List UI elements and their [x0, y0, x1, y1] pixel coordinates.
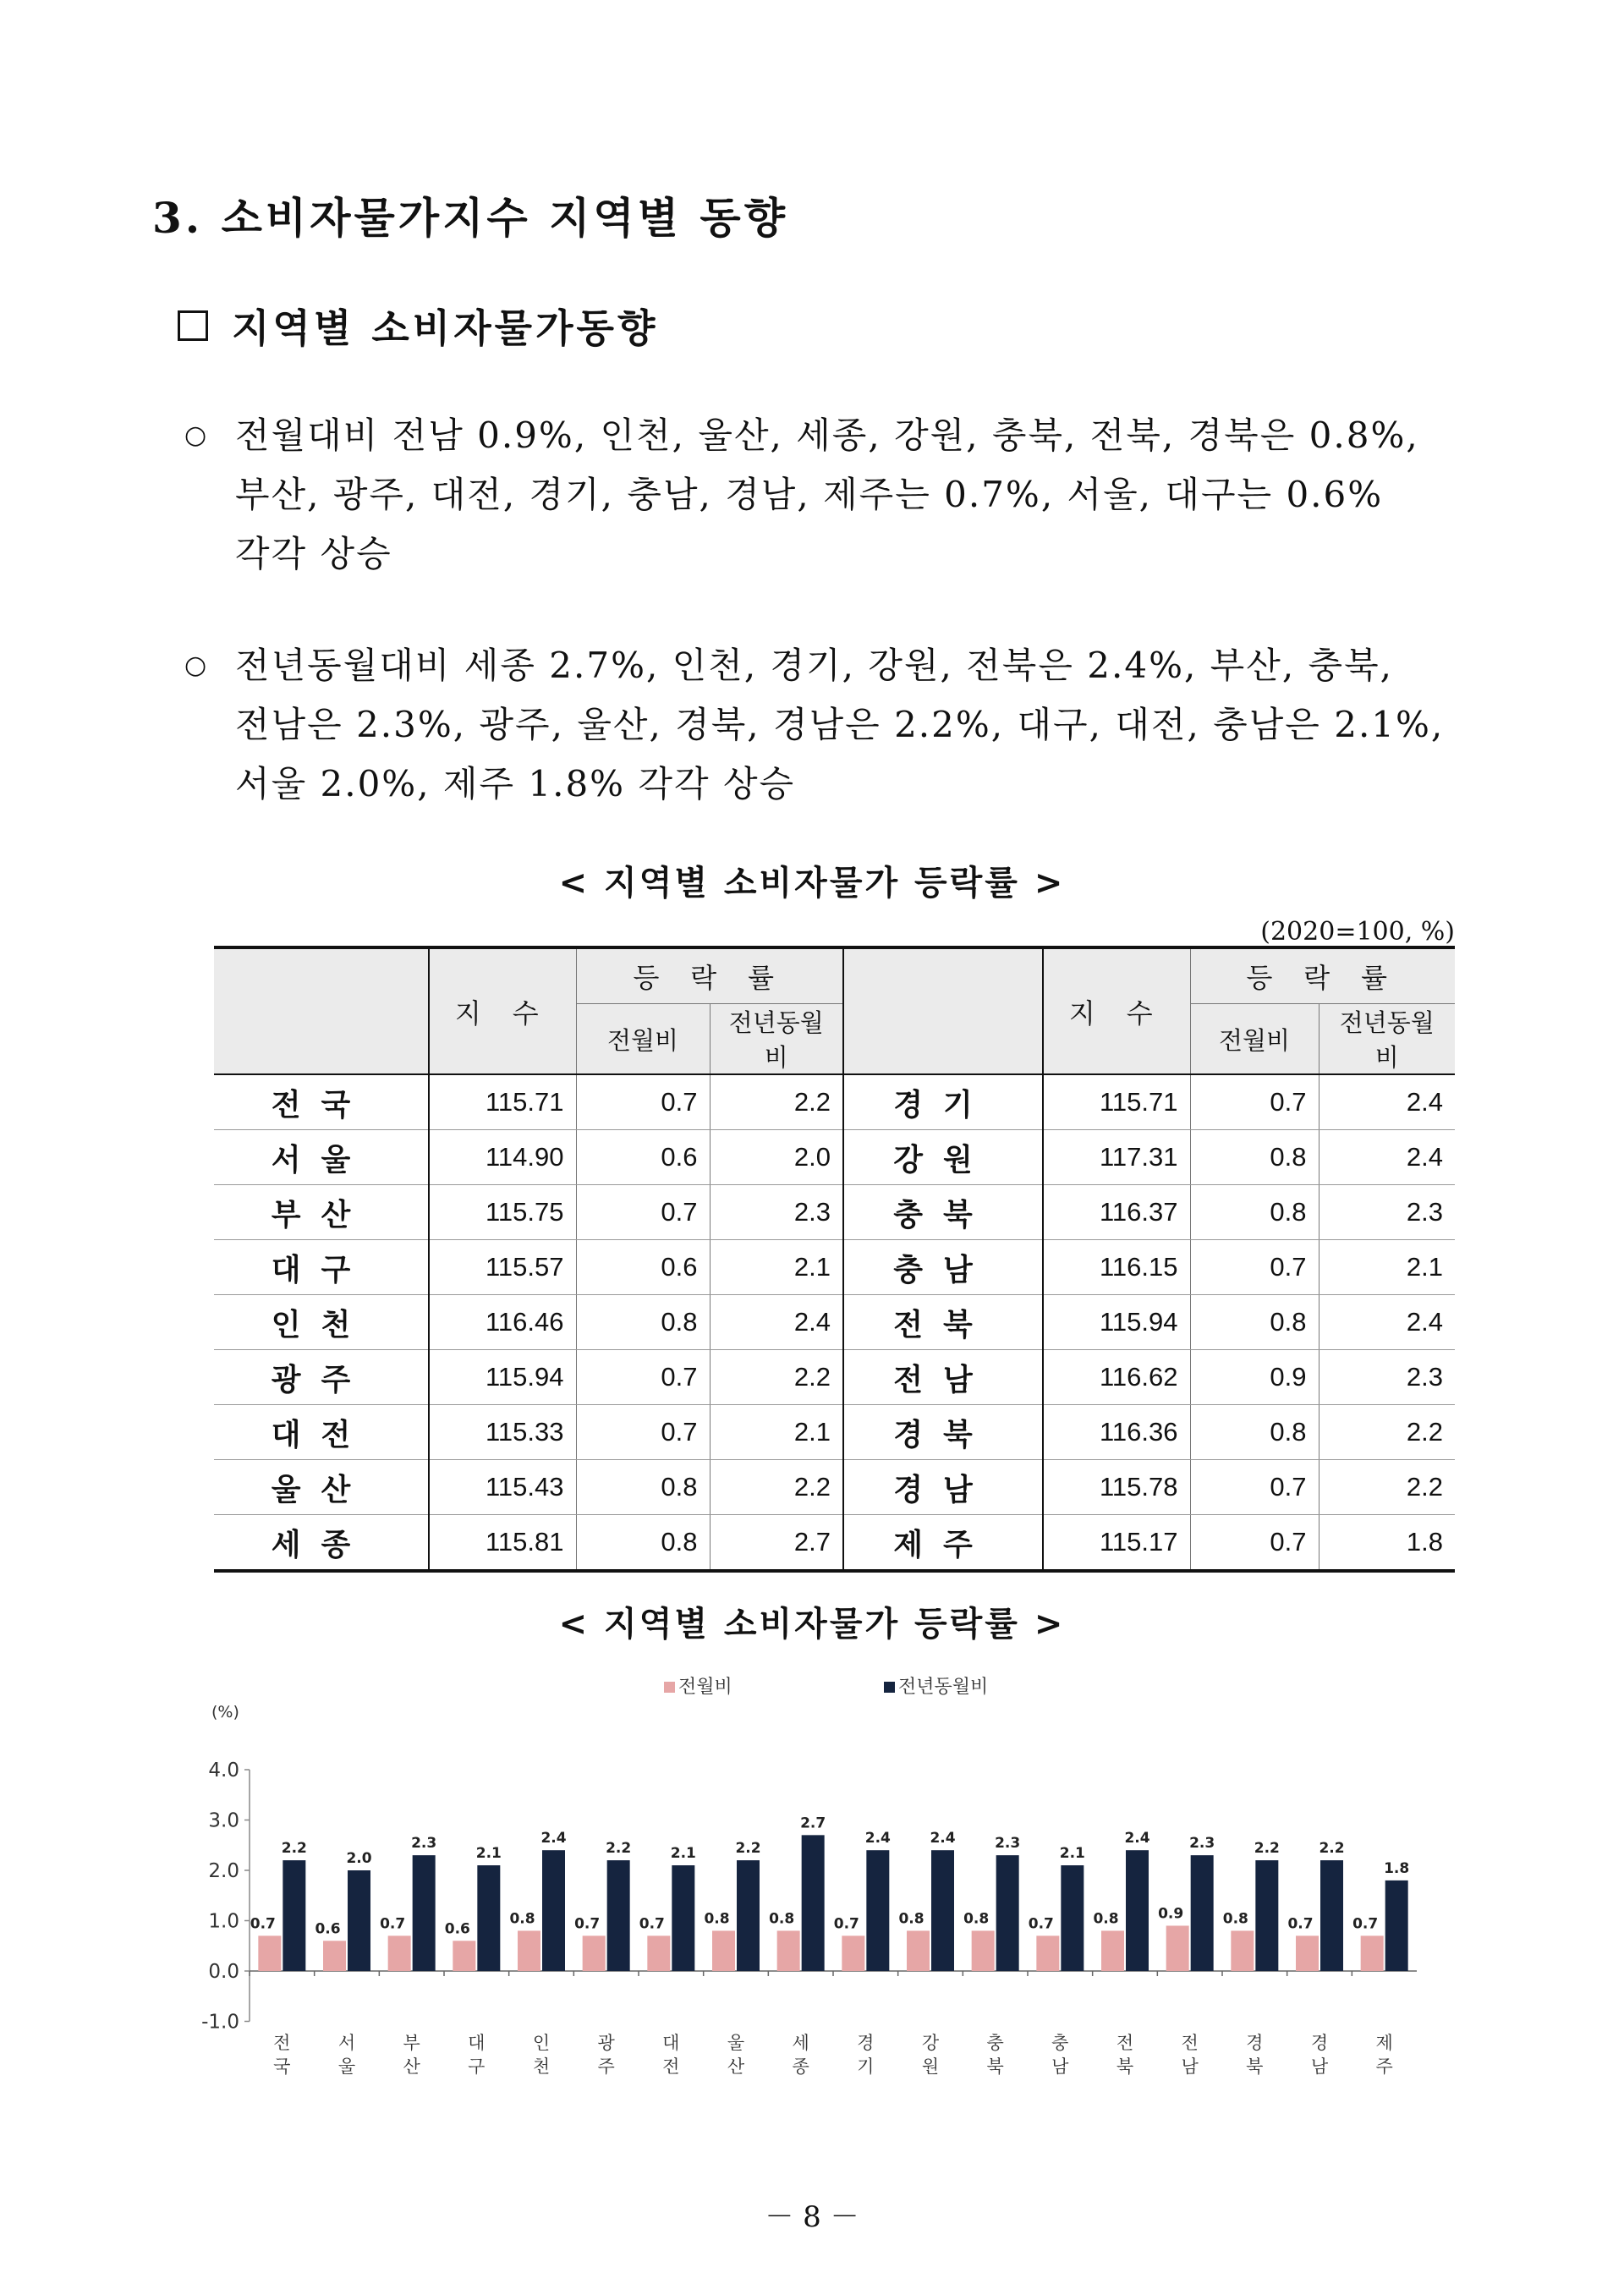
data-label: 2.4 — [930, 1830, 956, 1848]
index-cell: 115.33 — [429, 1405, 576, 1460]
table-caption: < 지역별 소비자물가 등락률 > — [558, 863, 1066, 903]
x-category-label-char: 북 — [1246, 2056, 1264, 2077]
region-cell: 인천 — [214, 1295, 429, 1350]
data-label: 0.9 — [1158, 1905, 1184, 1923]
header-rate-left: 등 락 률 — [576, 947, 843, 1004]
bar-yoy — [1061, 1865, 1084, 1971]
yoy-cell: 2.1 — [710, 1240, 843, 1295]
yoy-cell: 2.4 — [710, 1295, 843, 1350]
region-cell: 전국 — [214, 1074, 429, 1130]
bar-yoy — [542, 1850, 565, 1971]
bar-yoy — [996, 1855, 1019, 1971]
bar-yoy — [672, 1865, 694, 1971]
bar-mom — [842, 1935, 864, 1971]
y-tick-label: 3.0 — [208, 1809, 239, 1832]
header-mom-left: 전월비 — [576, 1004, 710, 1075]
header-blank-left — [214, 947, 429, 1074]
data-label: 0.7 — [1352, 1915, 1379, 1933]
bar-yoy — [737, 1860, 760, 1971]
bar-yoy — [283, 1860, 305, 1971]
region-cell: 서울 — [214, 1130, 429, 1185]
mom-cell: 0.7 — [1190, 1460, 1319, 1515]
data-label: 2.1 — [475, 1845, 502, 1863]
bar-mom — [258, 1935, 281, 1971]
region-cell: 세종 — [214, 1515, 429, 1572]
bullet-1-line-1: 전월대비 전남 0.9%, 인천, 울산, 세종, 강원, 충북, 전북, 경북은 0.8%, — [235, 415, 1419, 456]
index-cell: 115.94 — [429, 1350, 576, 1405]
bar-yoy — [802, 1835, 825, 1971]
yoy-cell: 2.3 — [710, 1185, 843, 1240]
data-label: 2.1 — [670, 1845, 696, 1863]
unit-note: (2020=100, %) — [1260, 917, 1455, 947]
data-label: 2.4 — [1124, 1830, 1150, 1848]
bar-mom — [712, 1930, 735, 1971]
bar-mom — [1231, 1930, 1254, 1971]
yoy-cell: 2.3 — [1319, 1185, 1455, 1240]
mom-cell: 0.7 — [576, 1074, 710, 1130]
x-category-label-char: 천 — [532, 2056, 551, 2077]
bar-yoy — [1385, 1880, 1408, 1971]
region-cell: 광주 — [214, 1350, 429, 1405]
bullet-1-line-3: 각각 상승 — [235, 533, 392, 574]
bar-yoy — [477, 1865, 500, 1971]
data-label: 0.6 — [315, 1920, 341, 1938]
x-category-label-char: 전 — [1181, 2033, 1199, 2053]
bar-mom — [1036, 1935, 1059, 1971]
region-cell: 전북 — [843, 1295, 1043, 1350]
region-cell: 강원 — [843, 1130, 1043, 1185]
data-label: 2.2 — [281, 1840, 307, 1858]
data-label: 0.7 — [1287, 1915, 1314, 1933]
data-label: 2.2 — [735, 1840, 761, 1858]
bullet-paragraph-2 — [184, 636, 1445, 814]
x-category-label-char: 서 — [337, 2033, 356, 2053]
legend-label: 전년동월비 — [898, 1677, 989, 1698]
data-label: 0.7 — [574, 1915, 601, 1933]
bar-yoy — [1255, 1860, 1278, 1971]
region-cell: 제주 — [843, 1515, 1043, 1572]
table-row — [214, 1185, 1455, 1240]
yoy-cell: 2.2 — [710, 1350, 843, 1405]
mom-cell: 0.7 — [1190, 1074, 1319, 1130]
header-index-left: 지 수 — [429, 947, 576, 1074]
table-row — [214, 1295, 1455, 1350]
bar-yoy — [931, 1850, 954, 1971]
bar-yoy — [866, 1850, 889, 1971]
data-label: 2.0 — [346, 1850, 372, 1867]
index-cell: 115.75 — [429, 1185, 576, 1240]
regional-rate-bar-chart — [186, 1666, 1438, 2089]
x-category-label-char: 구 — [468, 2056, 486, 2077]
header-blank-right — [843, 947, 1043, 1074]
bar-mom — [323, 1941, 346, 1971]
table-row — [214, 1460, 1455, 1515]
data-label: 0.7 — [639, 1915, 665, 1933]
data-label: 2.2 — [606, 1840, 632, 1858]
index-cell: 116.37 — [1043, 1185, 1190, 1240]
yoy-cell: 2.2 — [1319, 1460, 1455, 1515]
x-category-label-char: 전 — [1116, 2033, 1134, 2053]
x-category-label-char: 남 — [1051, 2056, 1069, 2077]
x-category-label-char: 광 — [597, 2033, 615, 2053]
header-yoy-right: 전년동월비 — [1319, 1004, 1455, 1075]
legend-swatch — [664, 1682, 675, 1693]
bar-mom — [972, 1930, 995, 1971]
yoy-cell: 2.3 — [1319, 1350, 1455, 1405]
table-row — [214, 1240, 1455, 1295]
mom-cell: 0.8 — [576, 1295, 710, 1350]
x-category-label-char: 울 — [727, 2033, 745, 2053]
region-cell: 충남 — [843, 1240, 1043, 1295]
data-label: 2.2 — [1254, 1840, 1280, 1858]
circle-bullet-icon: ○ — [184, 651, 209, 680]
regional-rate-table — [214, 946, 1455, 1573]
bar-mom — [1101, 1930, 1124, 1971]
page-number: － 8 － — [765, 2200, 859, 2234]
yoy-cell: 2.1 — [710, 1405, 843, 1460]
index-cell: 116.62 — [1043, 1350, 1190, 1405]
mom-cell: 0.8 — [576, 1460, 710, 1515]
region-cell: 부산 — [214, 1185, 429, 1240]
yoy-cell: 2.2 — [1319, 1405, 1455, 1460]
x-category-label-char: 전 — [273, 2033, 291, 2053]
yoy-cell: 2.4 — [1319, 1295, 1455, 1350]
mom-cell: 0.6 — [576, 1240, 710, 1295]
bar-yoy — [413, 1855, 436, 1971]
x-category-label-char: 부 — [403, 2033, 420, 2053]
x-category-label-char: 세 — [792, 2033, 809, 2053]
x-category-label-char: 충 — [986, 2033, 1004, 2053]
data-label: 0.8 — [1093, 1910, 1119, 1928]
bar-mom — [518, 1930, 540, 1971]
mom-cell: 0.9 — [1190, 1350, 1319, 1405]
mom-cell: 0.6 — [576, 1130, 710, 1185]
data-label: 0.8 — [509, 1910, 535, 1928]
index-cell: 115.78 — [1043, 1460, 1190, 1515]
x-category-label-char: 전 — [662, 2056, 680, 2077]
mom-cell: 0.8 — [1190, 1405, 1319, 1460]
data-label: 2.3 — [411, 1835, 437, 1853]
region-cell: 전남 — [843, 1350, 1043, 1405]
data-label: 0.8 — [769, 1910, 795, 1928]
x-category-label-char: 남 — [1310, 2056, 1329, 2077]
yoy-cell: 2.2 — [710, 1074, 843, 1130]
region-cell: 대전 — [214, 1405, 429, 1460]
x-category-label-char: 경 — [1246, 2033, 1264, 2053]
yoy-cell: 2.1 — [1319, 1240, 1455, 1295]
x-category-label-char: 북 — [986, 2056, 1004, 2077]
mom-cell: 0.7 — [576, 1405, 710, 1460]
x-category-label-char: 대 — [468, 2033, 486, 2053]
x-category-label-char: 원 — [921, 2056, 940, 2077]
table-row — [214, 1074, 1455, 1130]
data-label: 0.7 — [1028, 1915, 1054, 1933]
bar-yoy — [607, 1860, 630, 1971]
bar-yoy — [348, 1870, 370, 1971]
bullet-2-line-1: 전년동월대비 세종 2.7%, 인천, 경기, 강원, 전북은 2.4%, 부산, 충북, — [235, 645, 1394, 686]
table-row — [214, 1405, 1455, 1460]
yoy-cell: 1.8 — [1319, 1515, 1455, 1572]
x-category-label-char: 기 — [857, 2056, 875, 2077]
header-yoy-left: 전년동월비 — [710, 1004, 843, 1075]
x-category-label-char: 종 — [792, 2056, 809, 2077]
data-label: 2.1 — [1059, 1845, 1085, 1863]
bar-mom — [453, 1941, 475, 1971]
y-axis-unit-label: (%) — [211, 1703, 239, 1721]
x-category-label-char: 제 — [1375, 2033, 1393, 2053]
table-row — [214, 1350, 1455, 1405]
x-category-label-char: 충 — [1051, 2033, 1069, 2053]
section-heading: 3. 소비자물가지수 지역별 동향 — [152, 193, 789, 243]
header-index-right: 지 수 — [1043, 947, 1190, 1074]
data-label: 0.8 — [898, 1910, 924, 1928]
data-label: 0.8 — [963, 1910, 990, 1928]
mom-cell: 0.8 — [1190, 1130, 1319, 1185]
x-category-label-char: 경 — [857, 2033, 875, 2053]
bar-mom — [907, 1930, 930, 1971]
data-label: 2.3 — [1189, 1835, 1215, 1853]
x-category-label-char: 주 — [597, 2056, 615, 2077]
y-tick-label: 4.0 — [208, 1760, 239, 1782]
data-label: 0.7 — [250, 1915, 276, 1933]
bullet-1-line-2: 부산, 광주, 대전, 경기, 충남, 경남, 제주는 0.7%, 서울, 대구는 0.6% — [235, 474, 1384, 515]
x-category-label-char: 남 — [1181, 2056, 1199, 2077]
y-tick-label: -1.0 — [201, 2011, 239, 2034]
data-label: 2.3 — [995, 1835, 1021, 1853]
data-label: 0.6 — [444, 1920, 470, 1938]
y-tick-label: 2.0 — [208, 1860, 239, 1882]
x-category-label-char: 대 — [662, 2033, 680, 2053]
legend-label: 전월비 — [678, 1677, 732, 1698]
legend-swatch — [884, 1682, 895, 1693]
bar-mom — [583, 1935, 606, 1971]
data-label: 2.2 — [1319, 1840, 1345, 1858]
x-category-label-char: 인 — [532, 2033, 551, 2053]
checkbox-square-icon — [178, 310, 208, 341]
x-category-label-char: 국 — [273, 2056, 291, 2077]
bar-mom — [388, 1935, 411, 1971]
region-cell: 울산 — [214, 1460, 429, 1515]
index-cell: 115.17 — [1043, 1515, 1190, 1572]
bar-mom — [1166, 1925, 1189, 1971]
index-cell: 116.36 — [1043, 1405, 1190, 1460]
bullet-paragraph-1 — [184, 406, 1419, 584]
index-cell: 115.94 — [1043, 1295, 1190, 1350]
index-cell: 115.81 — [429, 1515, 576, 1572]
index-cell: 116.46 — [429, 1295, 576, 1350]
data-label: 2.7 — [800, 1815, 826, 1832]
table-row — [214, 1515, 1455, 1572]
yoy-cell: 2.7 — [710, 1515, 843, 1572]
data-label: 1.8 — [1384, 1859, 1410, 1877]
data-label: 2.4 — [864, 1830, 891, 1848]
region-cell: 경남 — [843, 1460, 1043, 1515]
bar-yoy — [1191, 1855, 1214, 1971]
data-label: 0.7 — [380, 1915, 406, 1933]
data-label: 0.7 — [833, 1915, 859, 1933]
table-row — [214, 1130, 1455, 1185]
mom-cell: 0.7 — [576, 1185, 710, 1240]
yoy-cell: 2.0 — [710, 1130, 843, 1185]
data-label: 2.4 — [540, 1830, 567, 1848]
x-category-label-char: 경 — [1310, 2033, 1329, 2053]
index-cell: 117.31 — [1043, 1130, 1190, 1185]
chart-caption: < 지역별 소비자물가 등락률 > — [558, 1604, 1066, 1644]
mom-cell: 0.8 — [576, 1515, 710, 1572]
region-cell: 경북 — [843, 1405, 1043, 1460]
yoy-cell: 2.4 — [1319, 1130, 1455, 1185]
sub-heading-text: 지역별 소비자물가동향 — [232, 305, 659, 351]
mom-cell: 0.8 — [1190, 1295, 1319, 1350]
yoy-cell: 2.4 — [1319, 1074, 1455, 1130]
bar-mom — [1296, 1935, 1319, 1971]
mom-cell: 0.7 — [1190, 1515, 1319, 1572]
mom-cell: 0.7 — [1190, 1240, 1319, 1295]
index-cell: 114.90 — [429, 1130, 576, 1185]
bar-mom — [777, 1930, 800, 1971]
mom-cell: 0.8 — [1190, 1185, 1319, 1240]
x-category-label-char: 산 — [727, 2056, 745, 2077]
index-cell: 115.43 — [429, 1460, 576, 1515]
bullet-2-line-2: 전남은 2.3%, 광주, 울산, 경북, 경남은 2.2%, 대구, 대전, 충남은 2.1%, — [235, 704, 1445, 745]
x-category-label-char: 울 — [337, 2056, 356, 2077]
data-label: 0.8 — [1222, 1910, 1248, 1928]
index-cell: 115.57 — [429, 1240, 576, 1295]
region-cell: 대구 — [214, 1240, 429, 1295]
bar-mom — [1361, 1935, 1384, 1971]
index-cell: 115.71 — [429, 1074, 576, 1130]
index-cell: 115.71 — [1043, 1074, 1190, 1130]
bar-yoy — [1126, 1850, 1149, 1971]
data-label: 0.8 — [704, 1910, 730, 1928]
index-cell: 116.15 — [1043, 1240, 1190, 1295]
header-rate-right: 등 락 률 — [1190, 947, 1455, 1004]
x-category-label-char: 강 — [921, 2033, 940, 2053]
yoy-cell: 2.2 — [710, 1460, 843, 1515]
bar-mom — [647, 1935, 670, 1971]
sub-heading — [178, 298, 658, 354]
region-cell: 경기 — [843, 1074, 1043, 1130]
bullet-2-line-3: 서울 2.0%, 제주 1.8% 각각 상승 — [235, 763, 796, 804]
x-category-label-char: 산 — [403, 2056, 420, 2077]
circle-bullet-icon: ○ — [184, 420, 209, 450]
x-category-label-char: 북 — [1116, 2056, 1134, 2077]
x-category-label-char: 주 — [1375, 2056, 1393, 2077]
y-tick-label: 1.0 — [208, 1910, 239, 1933]
mom-cell: 0.7 — [576, 1350, 710, 1405]
region-cell: 충북 — [843, 1185, 1043, 1240]
header-mom-right: 전월비 — [1190, 1004, 1319, 1075]
y-tick-label: 0.0 — [208, 1961, 239, 1983]
bar-yoy — [1320, 1860, 1343, 1971]
